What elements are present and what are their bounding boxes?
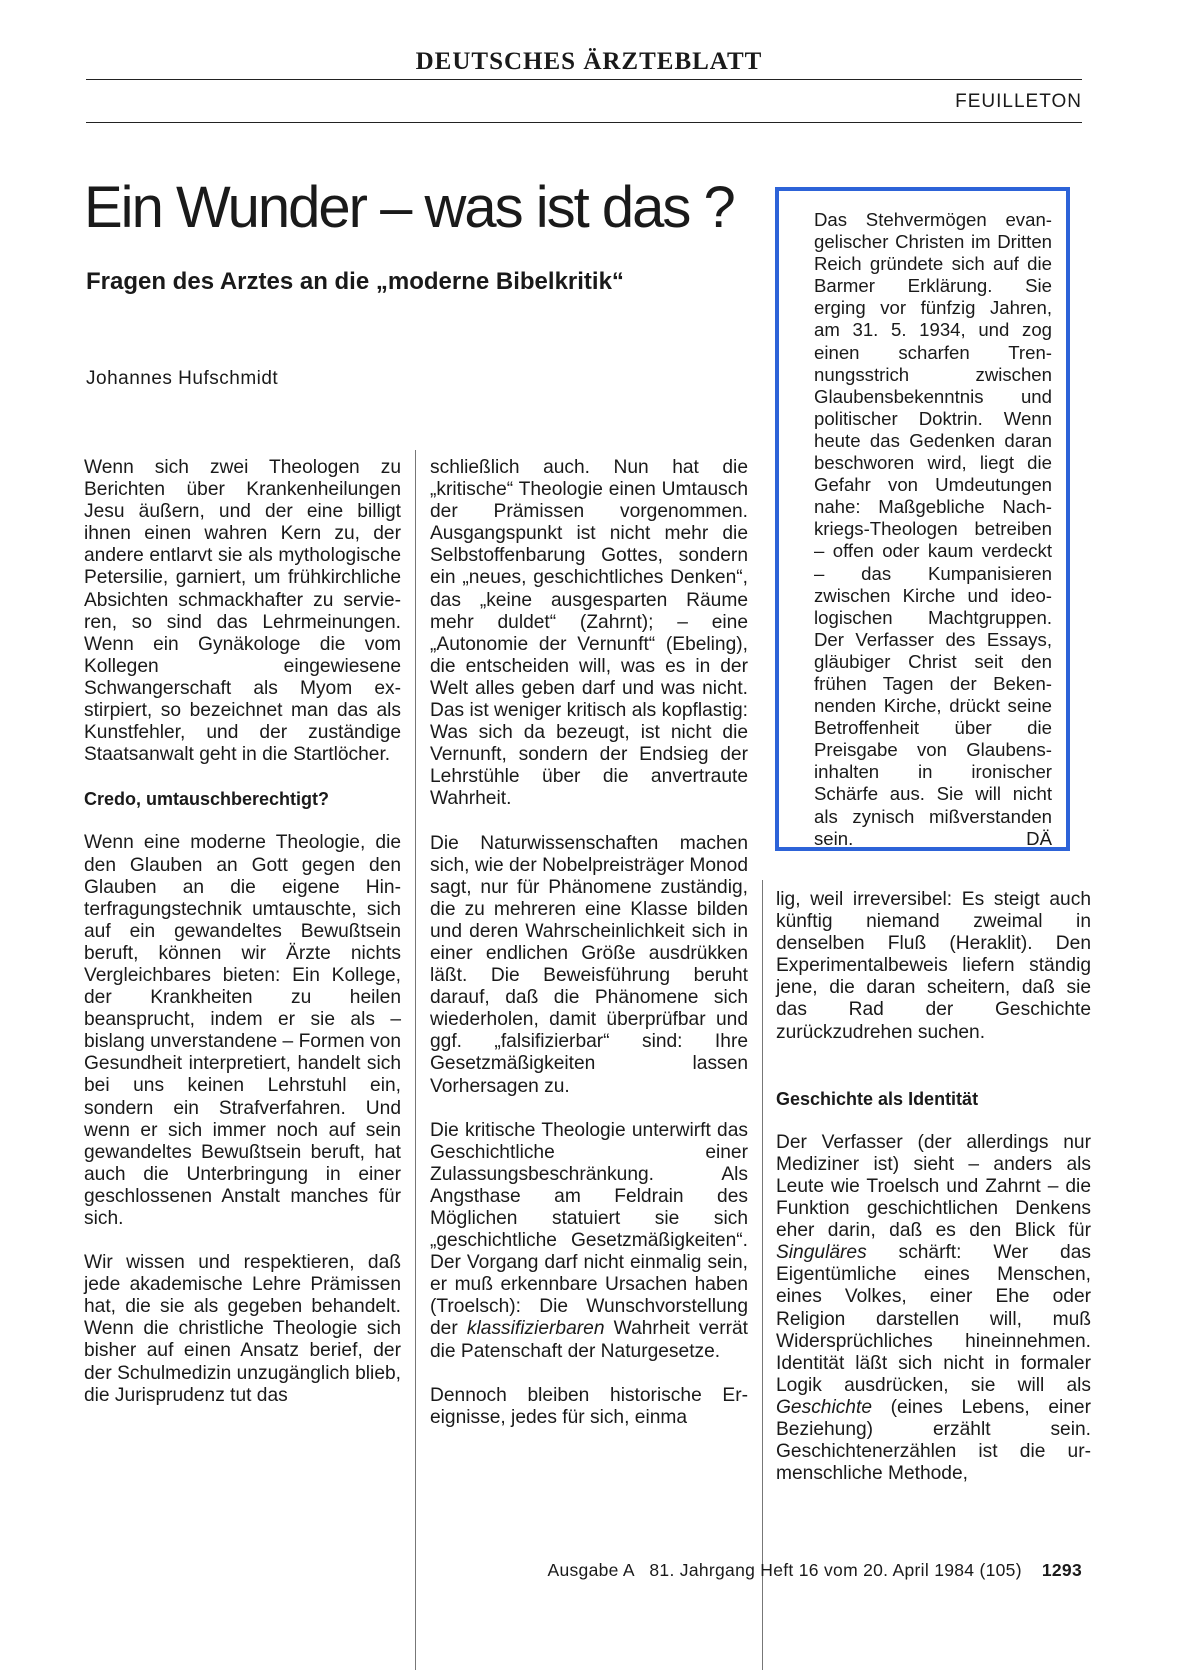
article-author: Johannes Hufschmidt [86,368,279,389]
paragraph [776,1132,1091,1486]
section-heading: Geschichte als Identität [776,1088,979,1109]
text-column-1 [84,457,401,1429]
page-footer [548,1560,1083,1581]
emphasis: Geschichte [776,1396,872,1418]
masthead: DEUTSCHES ÄRZTEBLATT [415,48,763,75]
paragraph: Wenn eine moderne Theologie, die den Glauben an Gott gegen den Glauben an die eigene Hinterfragungstechnik umtauschte, sich auf ein gewandeltes Bewußtsein beruft, können wir Ärzte nichts Vergleichbares bieten: Ein Kollege, der Krankheiten zu heilen beansprucht, indem er sie als – bislang unverstandene – Formen von Gesundheit interpretiert, handelt sich bei uns keinen Lehrstuhl ein, sondern ein Strafverfahren. Und wenn er sich immer noch auf sein gewandeltes Bewußtsein beruft, hat auch die Unterbringung in einer geschlossenen Anstalt manches für sich. [84,832,401,1229]
paragraph: schließlich auch. Nun hat die „kritische“ Theologie einen Umtausch der Prämissen vorgenommen. Ausgangspunkt ist nicht mehr die Selbstoffenbarung Gottes, sondern ein „neues, geschichtliches Denken“, das „keine ausgesparten Räume mehr duldet“ (Zahrnt); – eine „Autonomie der Vernunft“ (Ebeling), die entscheiden will, was es in der Welt alles geben darf und was nicht. Das ist weniger kritisch als kopflastig: Was sich da bezeugt, ist nicht die Vernunft, sondern der Endsieg der Lehrstühle über die anvertraute Wahrheit. [430,457,748,810]
text-run: Die kritische Theologie unterwirft das Geschichtliche einer Zulassungsbeschränkung. Als Angsthase am Feldrain des Möglichen statuiert sie sich „geschichtliche Gesetzmäßigkeiten“. Der Vorgang darf nicht einmalig sein, er muß erkennbare Ursachen haben (Troelsch): Die Wunschvorstellung der [430,1119,748,1340]
paragraph [430,1120,748,1363]
paragraph: Wenn sich zwei Theologen zu Berichten über Krankenheilungen Jesu äußern, und der eine billigt ihnen einen wahren Kern zu, der andere entlarvt sie als mythologische Petersilie, garniert, um frühkirchliche Absichten schmackhafter zu servieren, so sind das Lehrmeinungen. Wenn ein Gynäkologe die vom Kollegen eingewiesene Schwangerschaft als Myom exstirpiert, so bezeichnet man das als Kunstfehler, und der zuständige Staatsanwalt geht in die Startlöcher. [84,457,401,766]
paragraph: Dennoch bleiben historische Ereignisse, jedes für sich, einma [430,1384,748,1428]
issue-info: Ausgabe A 81. Jahrgang Heft 16 vom 20. April 1984 (105) [547,1560,1022,1580]
emphasis: Singuläres [776,1242,867,1264]
article-subtitle: Fragen des Arztes an die „moderne Bibelkritik“ [86,268,624,295]
paragraph: Die Naturwissenschaften machen sich, wie der Nobelpreisträger Monod sagt, nur für Phänomene zuständig, die zu mehreren eine Klasse bilden und deren Wahrscheinlichkeit sich in einer endlichen Größe ausdrükken läßt. Die Beweisführung beruht darauf, daß die Phänomene sich wiederholen, damit überprüfbar und ggf. „falsifizierbar“ sind: Ihre Gesetzmäßigkeiten lassen Vorhersagen zu. [430,832,748,1097]
text-run: schärft: Wer das Eigentümliche eines Menschen, eines Volkes, einer Ehe oder Religion darstellen will, muß Widersprüchliches hineinnehmen. Identität läßt sich nicht in formaler Logik ausdrücken, sie will als [776,1242,1091,1396]
editorial-note-text: Das Stehvermögen evangelischer Christen im Dritten Reich gründete sich auf die Barmer Erklärung. Sie erging vor fünfzig Jahren, am 31. 5. 1934, und zog einen scharfen Trennungsstrich zwischen Glaubensbekenntnis und politischer Doktrin. Wenn heute das Gedenken daran beschworen wird, liegt die Gefahr von Umdeutungen nahe: Maßgebliche Nachkriegs-Theologen betreiben – offen oder kaum verdeckt – das Kumpanisieren zwischen Kirche und ideologischen Machtgruppen. Der Verfasser des Essays, gläubiger Christ seit den frühen Tagen der Bekennenden Kirche, drückt seine Betroffenheit über die Preisgabe von Glaubensinhalten in ironischer Schärfe aus. Sie will nicht als zynisch mißverstanden sein. [814,209,1052,849]
text-run: (eines Lebens, einer Beziehung) erzählt sein. Geschichtenerzählen ist die ur-menschliche Methode, [776,1396,1091,1485]
text-run: Wahrheit verrät die Patenschaft der Naturgesetze. [430,1318,748,1362]
text-run: Der Verfasser (der allerdings nur Mediziner ist) sieht – anders als Leute wie Troelsch und Zahrnt – die Funktion geschichtlichen Denkens eher darin, daß es den Blick für [776,1131,1091,1242]
section-heading: Credo, umtauschberechtigt? [84,789,330,810]
header-rule-top [86,79,1082,80]
paragraph: lig, weil irreversibel: Es steigt auch künftig niemand zweimal in denselben Fluß (Heraklit). Den Experimentalbeweis liefern ständig jene, die daran scheitern, daß sie das Rad der Geschichte zurückzudrehen suchen. [776,889,1091,1043]
text-column-3 [776,889,1091,1507]
paragraph: Wir wissen und respektieren, daß jede akademische Lehre Prämissen hat, die sie als gegeben behandelt. Wenn die christliche Theologie sich bisher auf einen Ansatz berief, der der Schulmedizin unzugänglich blieb, die Jurisprudenz tut das [84,1252,401,1406]
editorial-note-box [775,187,1070,851]
text-column-2 [430,457,748,1451]
section-label: FEUILLETON [955,91,1082,112]
header-rule-bottom [86,122,1082,123]
page-number: 1293 [1041,1560,1082,1580]
emphasis: klassifizierbaren [466,1318,605,1340]
column-divider-2 [762,880,763,1670]
article-title: Ein Wunder – was ist das ? [84,175,734,240]
editorial-note-signature: DÄ [1026,827,1052,849]
column-divider-1 [415,450,416,1670]
